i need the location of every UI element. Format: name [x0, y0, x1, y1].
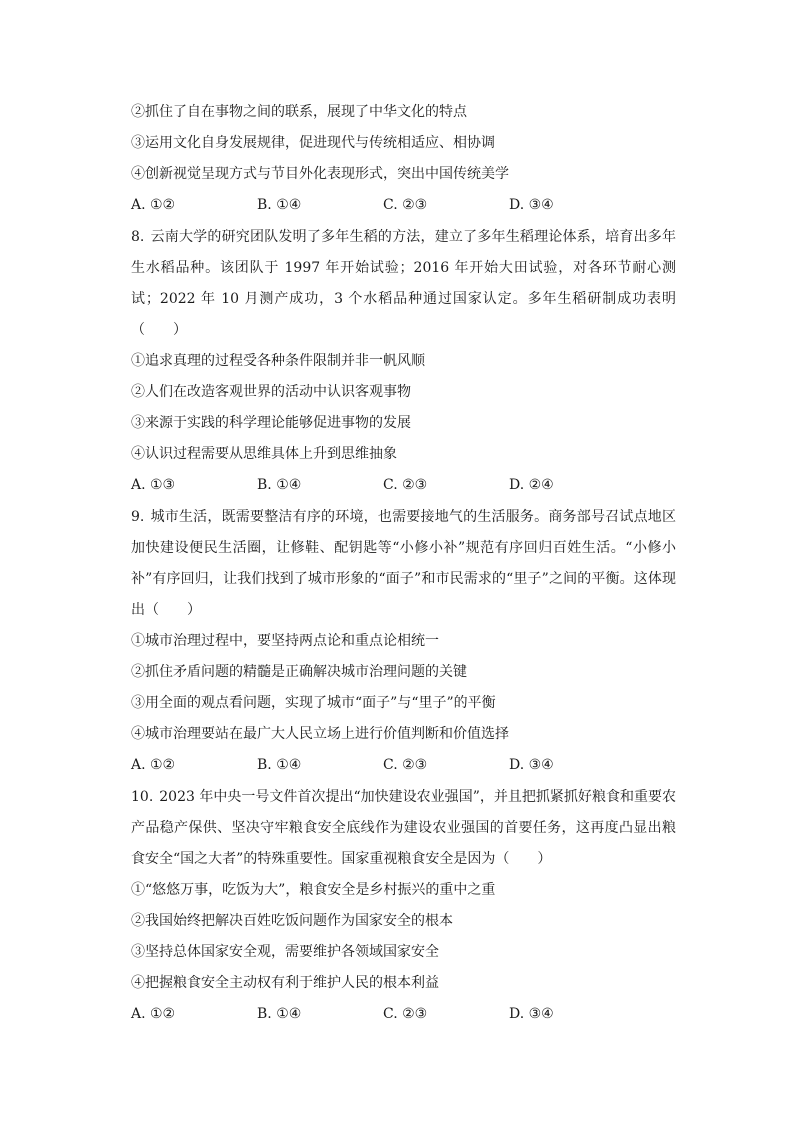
q10-number: 10. [131, 789, 154, 805]
q8-option-a[interactable]: A. ①③ [131, 477, 176, 493]
q8-item-4: ④认识过程需要从思维具体上升到思维抽象 [131, 446, 397, 462]
q9-item-3: ③用全面的观点看问题，实现了城市“面子”与“里子”的平衡 [131, 695, 496, 711]
q8-number: 8. [131, 229, 145, 245]
q10-option-c[interactable]: C. ②③ [383, 1006, 428, 1022]
q8-item-3: ③来源于实践的科学理论能够促进事物的发展 [131, 415, 411, 431]
q10-stem [131, 782, 676, 875]
q9-option-a[interactable]: A. ①② [131, 757, 176, 773]
q10-options [131, 1004, 671, 1024]
q7-option-b[interactable]: B. ①④ [257, 197, 302, 213]
q8-option-d[interactable]: D. ②④ [509, 477, 554, 493]
q7-item-2: ②抓住了自在事物之间的联系，展现了中华文化的特点 [131, 104, 467, 120]
q7-option-d[interactable]: D. ③④ [509, 197, 554, 213]
q8-option-c[interactable]: C. ②③ [383, 477, 428, 493]
q8-stem-text: 云南大学的研究团队发明了多年生稻的方法，建立了多年生稻理论体系，培育出多年生水稻品种。该团队于 1997 年开始试验；2016 年开始大田试验，对各环节耐心测试；2022 年 10 月测产成功，3 个水稻品种通过国家认定。多年生稻研制成功表明（ ） [131, 229, 676, 338]
q7-item-4: ④创新视觉呈现方式与节目外化表现形式，突出中国传统美学 [131, 166, 509, 182]
q8-item-1: ①追求真理的过程受各种条件限制并非一帆风顺 [131, 353, 425, 369]
q8-option-b[interactable]: B. ①④ [257, 477, 302, 493]
q7-option-c[interactable]: C. ②③ [383, 197, 428, 213]
q9-item-1: ①城市治理过程中，要坚持两点论和重点论相统一 [131, 633, 439, 649]
q10-stem-text: 2023 年中央一号文件首次提出“加快建设农业强国”，并且把抓紧抓好粮食和重要农产品稳产保供、坚决守牢粮食安全底线作为建设农业强国的首要任务，这再度凸显出粮食安全“国之大者”的特殊重要性。国家重视粮食安全是因为（ ） [131, 789, 676, 867]
q10-item-1: ①“悠悠万事，吃饭为大”，粮食安全是乡村振兴的重中之重 [131, 882, 496, 898]
q8-options [131, 475, 671, 495]
q9-number: 9. [131, 509, 145, 525]
q10-item-3: ③坚持总体国家安全观，需要维护各领域国家安全 [131, 944, 439, 960]
q8-item-2: ②人们在改造客观世界的活动中认识客观事物 [131, 384, 411, 400]
q9-item-2: ②抓住矛盾问题的精髓是正确解决城市治理问题的关键 [131, 664, 467, 680]
q10-option-d[interactable]: D. ③④ [509, 1006, 554, 1022]
q10-option-b[interactable]: B. ①④ [257, 1006, 302, 1022]
q9-options [131, 755, 671, 775]
q10-option-a[interactable]: A. ①② [131, 1006, 176, 1022]
q10-item-4: ④把握粮食安全主动权有利于维护人民的根本利益 [131, 975, 439, 991]
q9-stem-text: 城市生活，既需要整洁有序的环境，也需要接地气的生活服务。商务部号召试点地区加快建设便民生活圈，让修鞋、配钥匙等“小修小补”规范有序回归百姓生活。“小修小补”有序回归，让我们找到了城市形象的“面子”和市民需求的“里子”之间的平衡。这体现出（ ） [131, 509, 676, 618]
q8-stem [131, 222, 676, 346]
q7-option-a[interactable]: A. ①② [131, 197, 176, 213]
q9-item-4: ④城市治理要站在最广大人民立场上进行价值判断和价值选择 [131, 726, 509, 742]
q7-options [131, 195, 671, 215]
q9-option-d[interactable]: D. ③④ [509, 757, 554, 773]
q9-stem [131, 502, 676, 626]
q10-item-2: ②我国始终把解决百姓吃饭问题作为国家安全的根本 [131, 913, 453, 929]
q7-item-3: ③运用文化自身发展规律，促进现代与传统相适应、相协调 [131, 135, 495, 151]
q9-option-b[interactable]: B. ①④ [257, 757, 302, 773]
q9-option-c[interactable]: C. ②③ [383, 757, 428, 773]
